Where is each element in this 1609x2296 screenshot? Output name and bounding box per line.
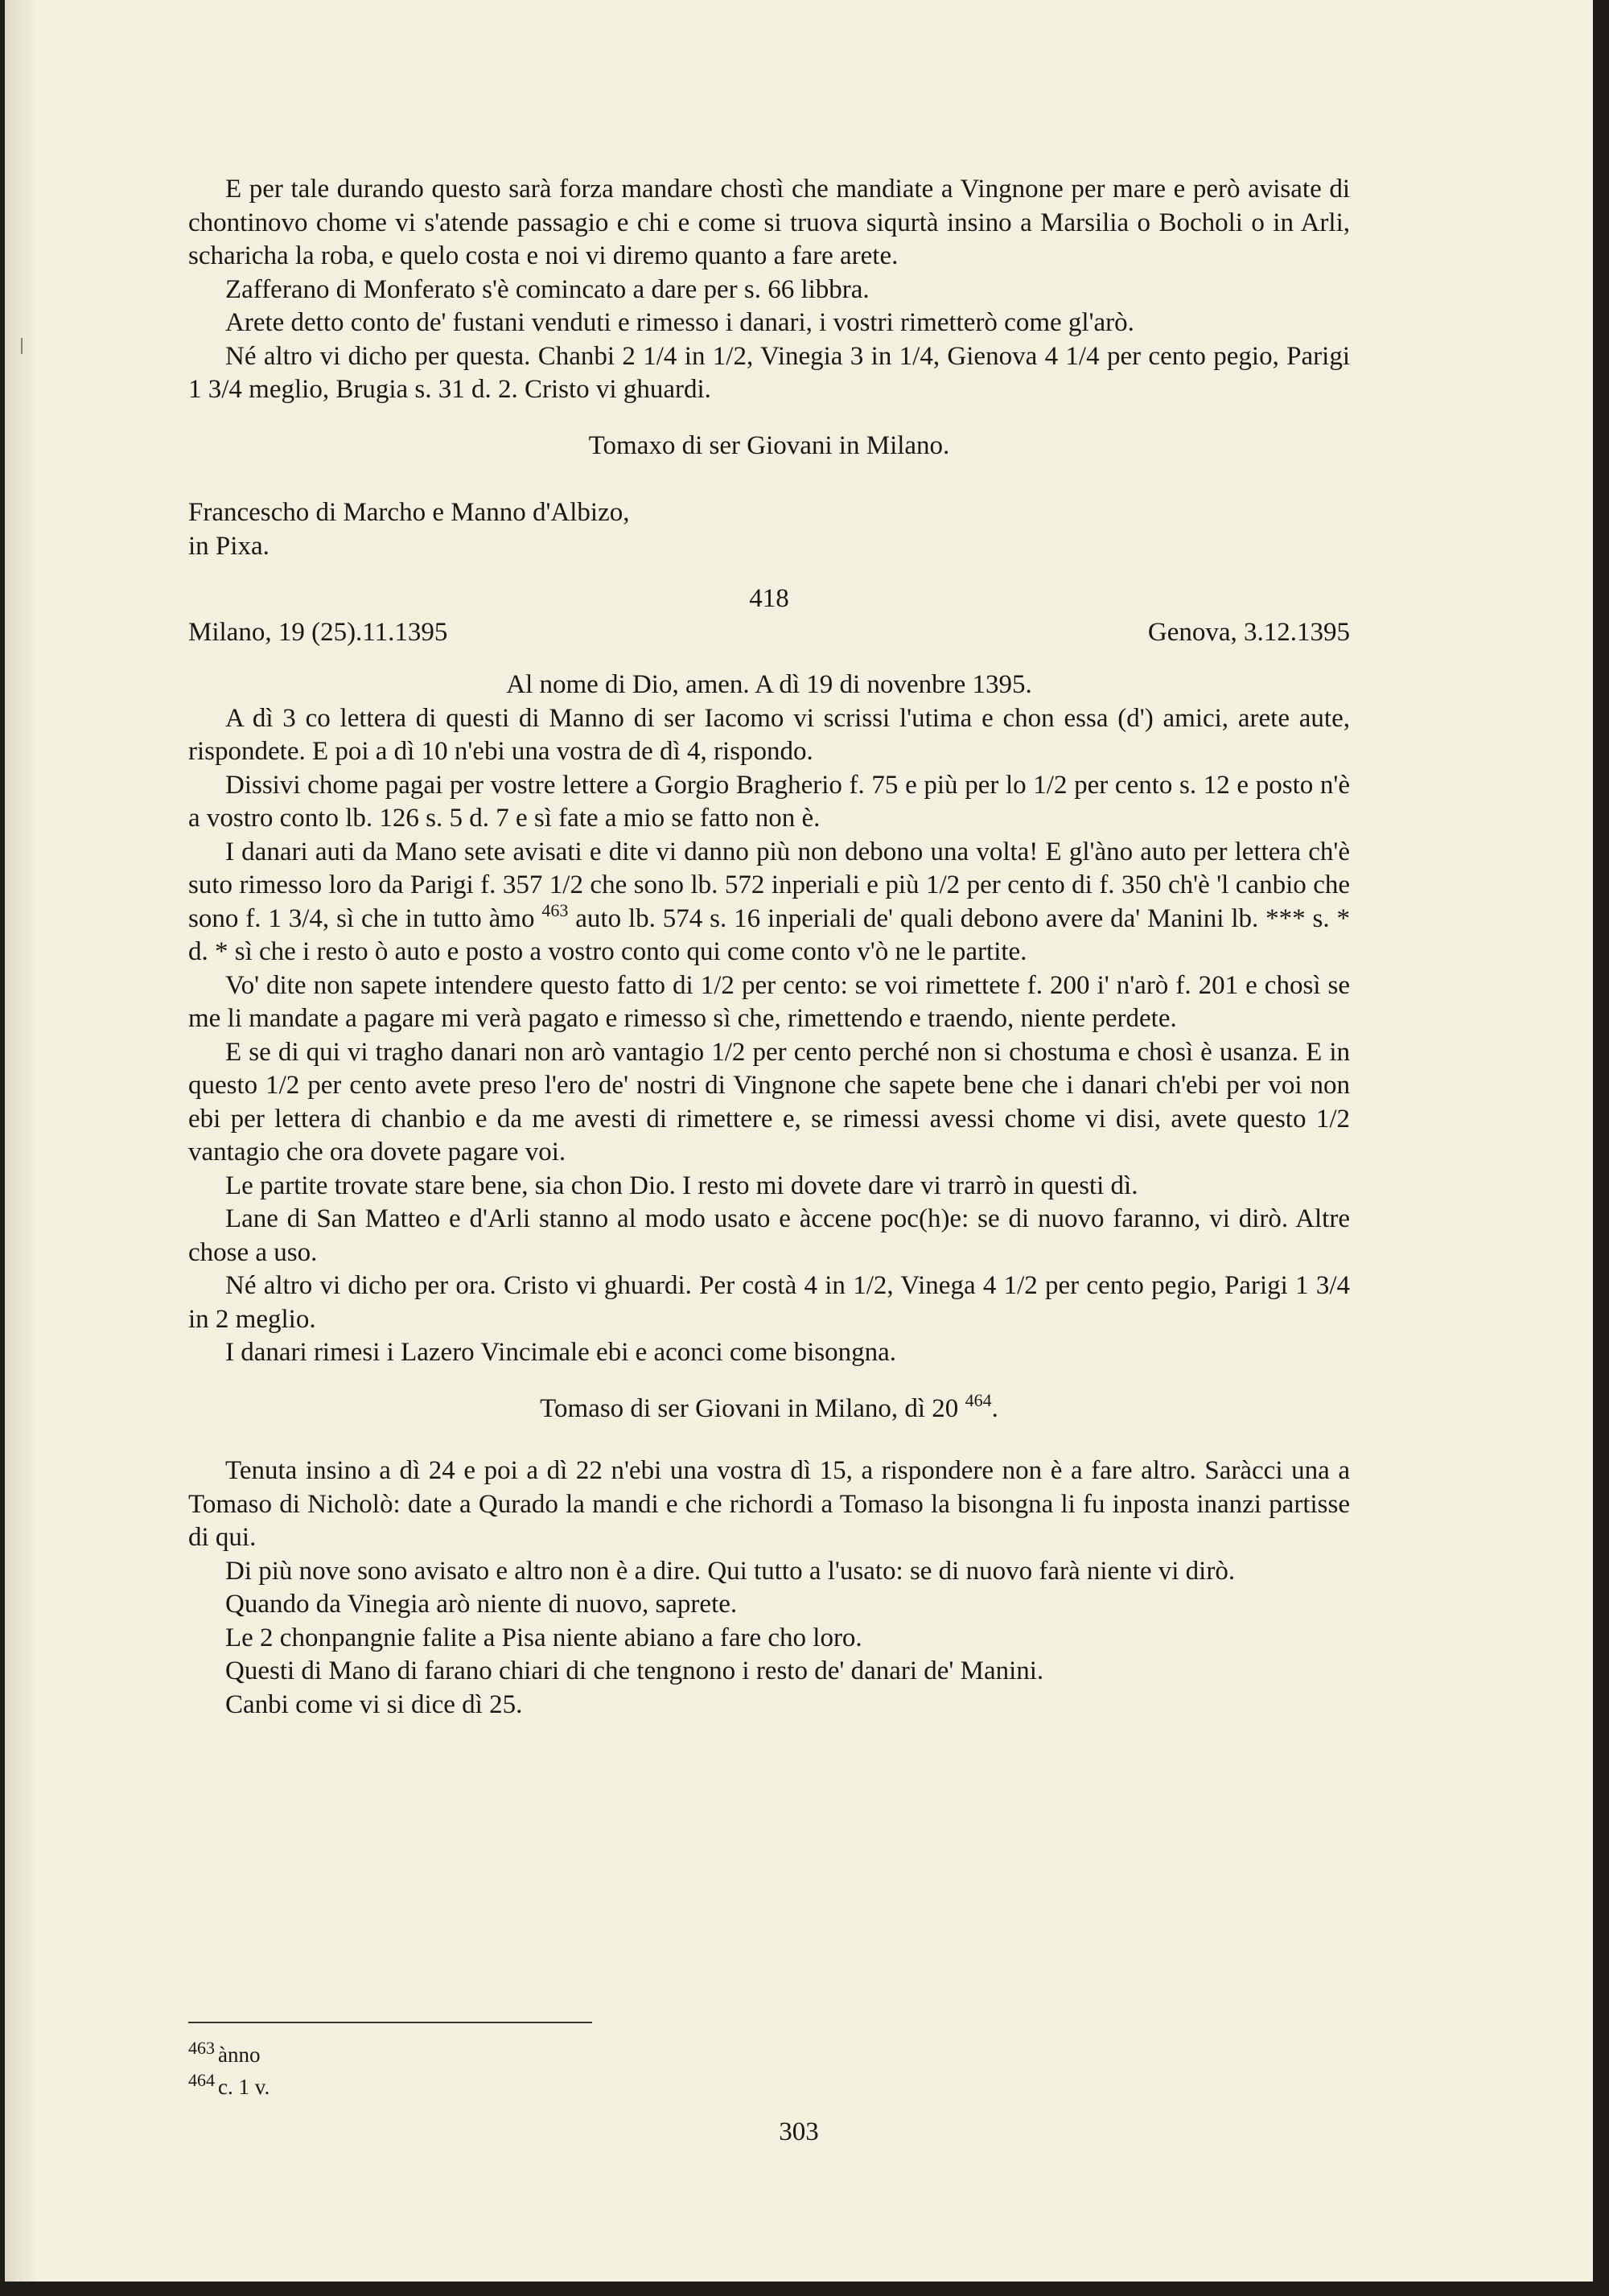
paragraph: Zafferano di Monferato s'è comincato a dare per s. 66 libbra. (225, 274, 870, 304)
footnote-rule (188, 2022, 592, 2023)
letter-body (188, 702, 1350, 1370)
paragraph: Le partite trovate stare bene, sia chon Dio. I resto mi dovete dare vi trarrò in questi dì. (225, 1171, 1138, 1200)
paragraph: Né altro vi dicho per ora. Cristo vi ghuardi. Per costà 4 in 1/2, Vinega 4 1/2 per cento pegio, Parigi 1 3/4 in 2 meglio. (188, 1271, 1350, 1334)
paragraph: E per tale durando questo sarà forza mandare chostì che mandiate a Vingnone per mare e però avisate di chontinovo chome vi s'atende passagio e chi e come si truova siqurtà insino a Marsilia o Bocholi o in Arli, scharicha la roba, e quelo costa e noi vi diremo quanto a fare arete. (188, 175, 1350, 270)
footnote-ref: 464 (965, 1389, 992, 1410)
paragraph: Dissivi chome pagai per vostre lettere a Gorgio Bragherio f. 75 e più per lo 1/2 per cento s. 12 e posto n'è a vostro conto lb. 126 s. 5 d. 7 e sì fate a mio se fatto non è. (188, 770, 1350, 833)
paragraph: Lane di San Matteo e d'Arli stanno al modo usato e àccene poc(h)e: se di nuovo faranno, vi dirò. Altre chose a uso. (188, 1204, 1350, 1267)
previous-letter-ending (188, 173, 1350, 407)
addressee-line: Francescho di Marcho e Manno d'Albizo, (188, 498, 630, 527)
letter-number: 418 (749, 584, 789, 613)
footnote-text: ànno (218, 2043, 261, 2067)
paragraph: A dì 3 co lettera di questi di Manno di ser Iacomo vi scrissi l'utima e chon essa (d') amici, arete aute, rispondete. E poi a dì 10 n'ebi una vostra de dì 4, rispondo. (188, 703, 1350, 766)
footnote-number: 464 (188, 2070, 215, 2090)
paragraph: Né altro vi dicho per questa. Chanbi 2 1/4 in 1/2, Vinegia 3 in 1/4, Gienova 4 1/4 per cento pegio, Parigi 1 3/4 meglio, Brugia s. 31 d. 2. Cristo vi ghuardi. (188, 341, 1350, 404)
paragraph: Vo' dite non sapete intendere questo fatto di 1/2 per cento: se voi rimettete f. 200 i' n'arò f. 201 e chosì se me li mandate a pagare mi verà pagato e rimesso sì che, rimettendo e traendo, niente perdete. (188, 970, 1350, 1033)
paragraph: Le 2 chonpangnie falite a Pisa niente abiano a fare cho loro. (225, 1623, 862, 1652)
signature: Tomaxo di ser Giovani in Milano. (588, 430, 950, 460)
signature-text: Tomaso di ser Giovani in Milano, dì 20 (540, 1393, 959, 1423)
scan-edge-bottom (0, 2282, 1609, 2296)
footnote-number: 463 (188, 2038, 215, 2058)
footnote (188, 2040, 260, 2069)
postscript (188, 1455, 1350, 1722)
sender-place-date: Milano, 19 (25).11.1395 (188, 617, 448, 647)
paragraph: Quando da Vinegia arò niente di nuovo, saprete. (225, 1590, 738, 1619)
letter-dateline (188, 616, 1350, 650)
paragraph (188, 836, 1350, 969)
paragraph-text: I danari auti da Mano sete avisati e dite vi danno più non debono una volta! E gl'àno auto per lettera ch'è suto rimesso loro da Parigi f. 357 1/2 che sono lb. 572 inperiali e più 1/2 per cento di f. 350 ch'è 'l canbio che sono f. 1 3/4, sì che in tutto àmo (188, 837, 1350, 933)
scan-edge-right (1593, 0, 1609, 2296)
margin-mark (21, 338, 23, 354)
paragraph: Questi di Mano di farano chiari di che tengnono i resto de' danari de' Manini. (225, 1656, 1044, 1685)
addressee (188, 496, 1350, 563)
letter-opening: Al nome di Dio, amen. A dì 19 di novenbre 1395. (506, 670, 1032, 699)
receiver-place-date: Genova, 3.12.1395 (1147, 617, 1350, 647)
paragraph: Di più nove sono avisato e altro non è a dire. Qui tutto a l'usato: se di nuovo farà niente vi dirò. (225, 1556, 1236, 1586)
footnote-ref: 463 (541, 899, 569, 920)
paragraph-text: auto lb. 574 s. 16 inperiali de' quali debono avere da' Manini lb. *** s. * d. * sì che i resto ò auto e posto a vostro conto qui come conto v'ò ne le partite. (188, 903, 1351, 966)
page-number: 303 (779, 2117, 819, 2146)
footnote (188, 2072, 270, 2101)
paragraph: Arete detto conto de' fustani venduti e rimesso i danari, i vostri rimetterò come gl'arò. (225, 308, 1134, 337)
paragraph: I danari rimesi i Lazero Vincimale ebi e aconci come bisongna. (225, 1338, 896, 1367)
addressee-line: in Pixa. (188, 531, 270, 561)
signature (188, 1389, 1350, 1426)
paragraph: E se di qui vi tragho danari non arò vantagio 1/2 per cento perché non si chostuma e chosì è usanza. E in questo 1/2 per cento avete preso l'ero de' nostri di Vingnone che sapete bene che i danari ch'ebi per voi non ebi per lettera di chanbio e da me avesti di rimettere e, se rimessi avessi chome vi disi, avete questo 1/2 vantagio che ora dovete pagare voi. (188, 1037, 1350, 1167)
paragraph: Canbi come vi si dice dì 25. (225, 1689, 523, 1719)
footnote-text: c. 1 v. (218, 2075, 270, 2099)
book-page (5, 0, 1593, 2282)
signature-end: . (991, 1393, 998, 1423)
paragraph: Tenuta insino a dì 24 e poi a dì 22 n'ebi una vostra dì 15, a rispondere non è a fare altro. Saràcci una a Tomaso di Nicholò: date a Qurado la mandi e che richordi a Tomaso la bisongna li fu inposta inanzi partisse di qui. (188, 1456, 1350, 1552)
main-text (188, 173, 1350, 1722)
